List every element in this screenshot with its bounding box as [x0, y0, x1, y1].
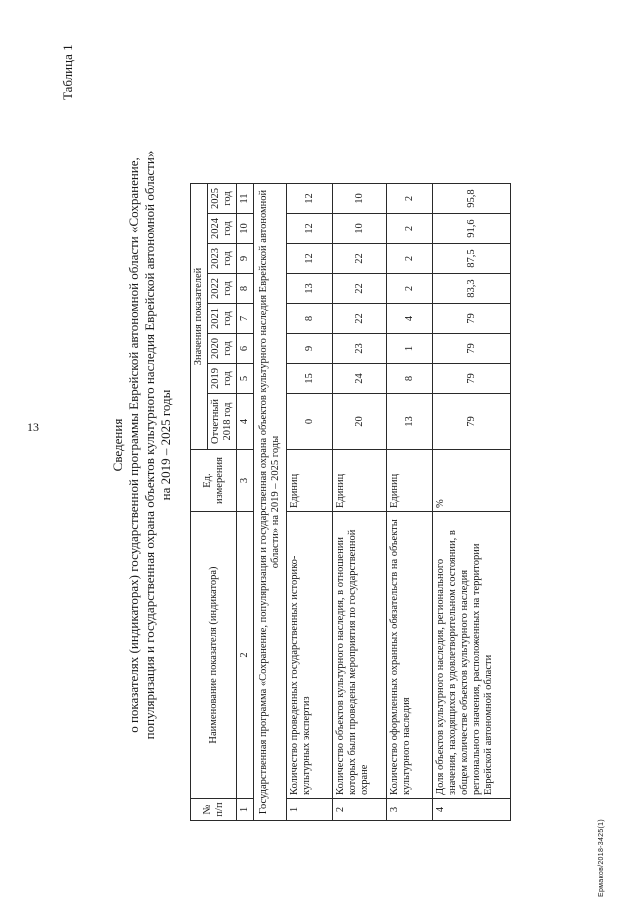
table-row: [287, 184, 333, 821]
row-value: 23: [333, 334, 387, 364]
row-value: 83,3: [433, 274, 511, 304]
header-year: 2019 год: [208, 364, 237, 394]
column-number: 4: [237, 394, 254, 450]
row-value: 8: [287, 304, 333, 334]
row-value: 24: [333, 364, 387, 394]
row-value: 4: [387, 304, 433, 334]
row-value: 79: [433, 304, 511, 334]
row-value: 2: [387, 274, 433, 304]
header-year: 2021 год: [208, 304, 237, 334]
heading-line: о показателях (индикаторах) государственной программы Еврейской автономной области «Сохранение,: [126, 157, 141, 733]
header-year: 2023 год: [208, 244, 237, 274]
table-caption: Таблица 1: [60, 44, 75, 100]
row-value: 9: [287, 334, 333, 364]
table-row: [333, 184, 387, 821]
page-number: 13: [27, 420, 39, 434]
row-indicator-name: Количество объектов культурного наследия, в отношении которых были проведены мероприятия по государственной охране: [333, 512, 387, 799]
row-value: 12: [287, 214, 333, 244]
row-value: 20: [333, 394, 387, 450]
row-value: 13: [387, 394, 433, 450]
heading-line: популяризация и государственная охрана объектов культурного наследия Еврейской автономной области»: [142, 150, 157, 740]
row-indicator-name: Количество оформленных охранных обязательств на объекты культурного наследия: [387, 512, 433, 799]
row-value: 1: [387, 334, 433, 364]
row-value: 79: [433, 364, 511, 394]
row-value: 13: [287, 274, 333, 304]
program-row: [254, 184, 287, 821]
row-value: 2: [387, 184, 433, 214]
column-number: 5: [237, 364, 254, 394]
row-value: 91,6: [433, 214, 511, 244]
row-unit: Единиц: [287, 450, 333, 512]
header-values-group: Значения показателей: [191, 184, 208, 450]
row-unit: Единиц: [333, 450, 387, 512]
header-year: 2025 год: [208, 184, 237, 214]
column-number: 10: [237, 214, 254, 244]
column-number: 9: [237, 244, 254, 274]
row-indicator-name: Количество проведенных государственных историко-культурных экспертиз: [287, 512, 333, 799]
row-value: 79: [433, 334, 511, 364]
row-value: 8: [387, 364, 433, 394]
row-value: 10: [333, 214, 387, 244]
heading-title: Сведения: [110, 418, 125, 472]
row-num: 4: [433, 799, 511, 821]
header-name: Наименование показателя (индикатора): [191, 512, 237, 799]
row-unit: %: [433, 450, 511, 512]
header-year: 2024 год: [208, 214, 237, 244]
row-value: 22: [333, 244, 387, 274]
row-indicator-name: Доля объектов культурного наследия, регионального значения, находящихся в удовлетворительном состоянии, в общем количестве объектов культурного наследия регионального значения, расположенных на территории Еврейской автономной области: [433, 512, 511, 799]
table-row: [433, 184, 511, 821]
row-num: 1: [287, 799, 333, 821]
header-unit: Ед. измерения: [191, 450, 237, 512]
column-number: 1: [237, 799, 254, 821]
row-value: 79: [433, 394, 511, 450]
header-year: 2022 год: [208, 274, 237, 304]
column-number: 6: [237, 334, 254, 364]
column-number: 7: [237, 304, 254, 334]
row-value: 22: [333, 274, 387, 304]
row-value: 0: [287, 394, 333, 450]
column-number: 8: [237, 274, 254, 304]
row-value: 12: [287, 244, 333, 274]
column-number: 2: [237, 512, 254, 799]
program-title: Государственная программа «Сохранение, популяризация и государственная охрана объектов культурного наследия Еврейской автономной области» на 2019 – 2025 годы: [254, 184, 287, 821]
document-heading: [110, 95, 174, 795]
row-value: 22: [333, 304, 387, 334]
heading-period: на 2019 – 2025 годы: [158, 389, 173, 501]
column-number-row: [237, 184, 254, 821]
header-year: 2020 год: [208, 334, 237, 364]
indicators-table: [190, 183, 511, 821]
column-number: 3: [237, 450, 254, 512]
row-value: 12: [287, 184, 333, 214]
row-value: 15: [287, 364, 333, 394]
row-value: 87,5: [433, 244, 511, 274]
header-num: № п/п: [191, 799, 237, 821]
row-value: 10: [333, 184, 387, 214]
column-number: 11: [237, 184, 254, 214]
row-unit: Единиц: [387, 450, 433, 512]
row-value: 95,8: [433, 184, 511, 214]
document-stamp: Ермаков/2018-3425(1): [598, 819, 605, 897]
row-num: 2: [333, 799, 387, 821]
row-value: 2: [387, 244, 433, 274]
row-value: 2: [387, 214, 433, 244]
table-row: [387, 184, 433, 821]
row-num: 3: [387, 799, 433, 821]
header-year: Отчетный 2018 год: [208, 394, 237, 450]
